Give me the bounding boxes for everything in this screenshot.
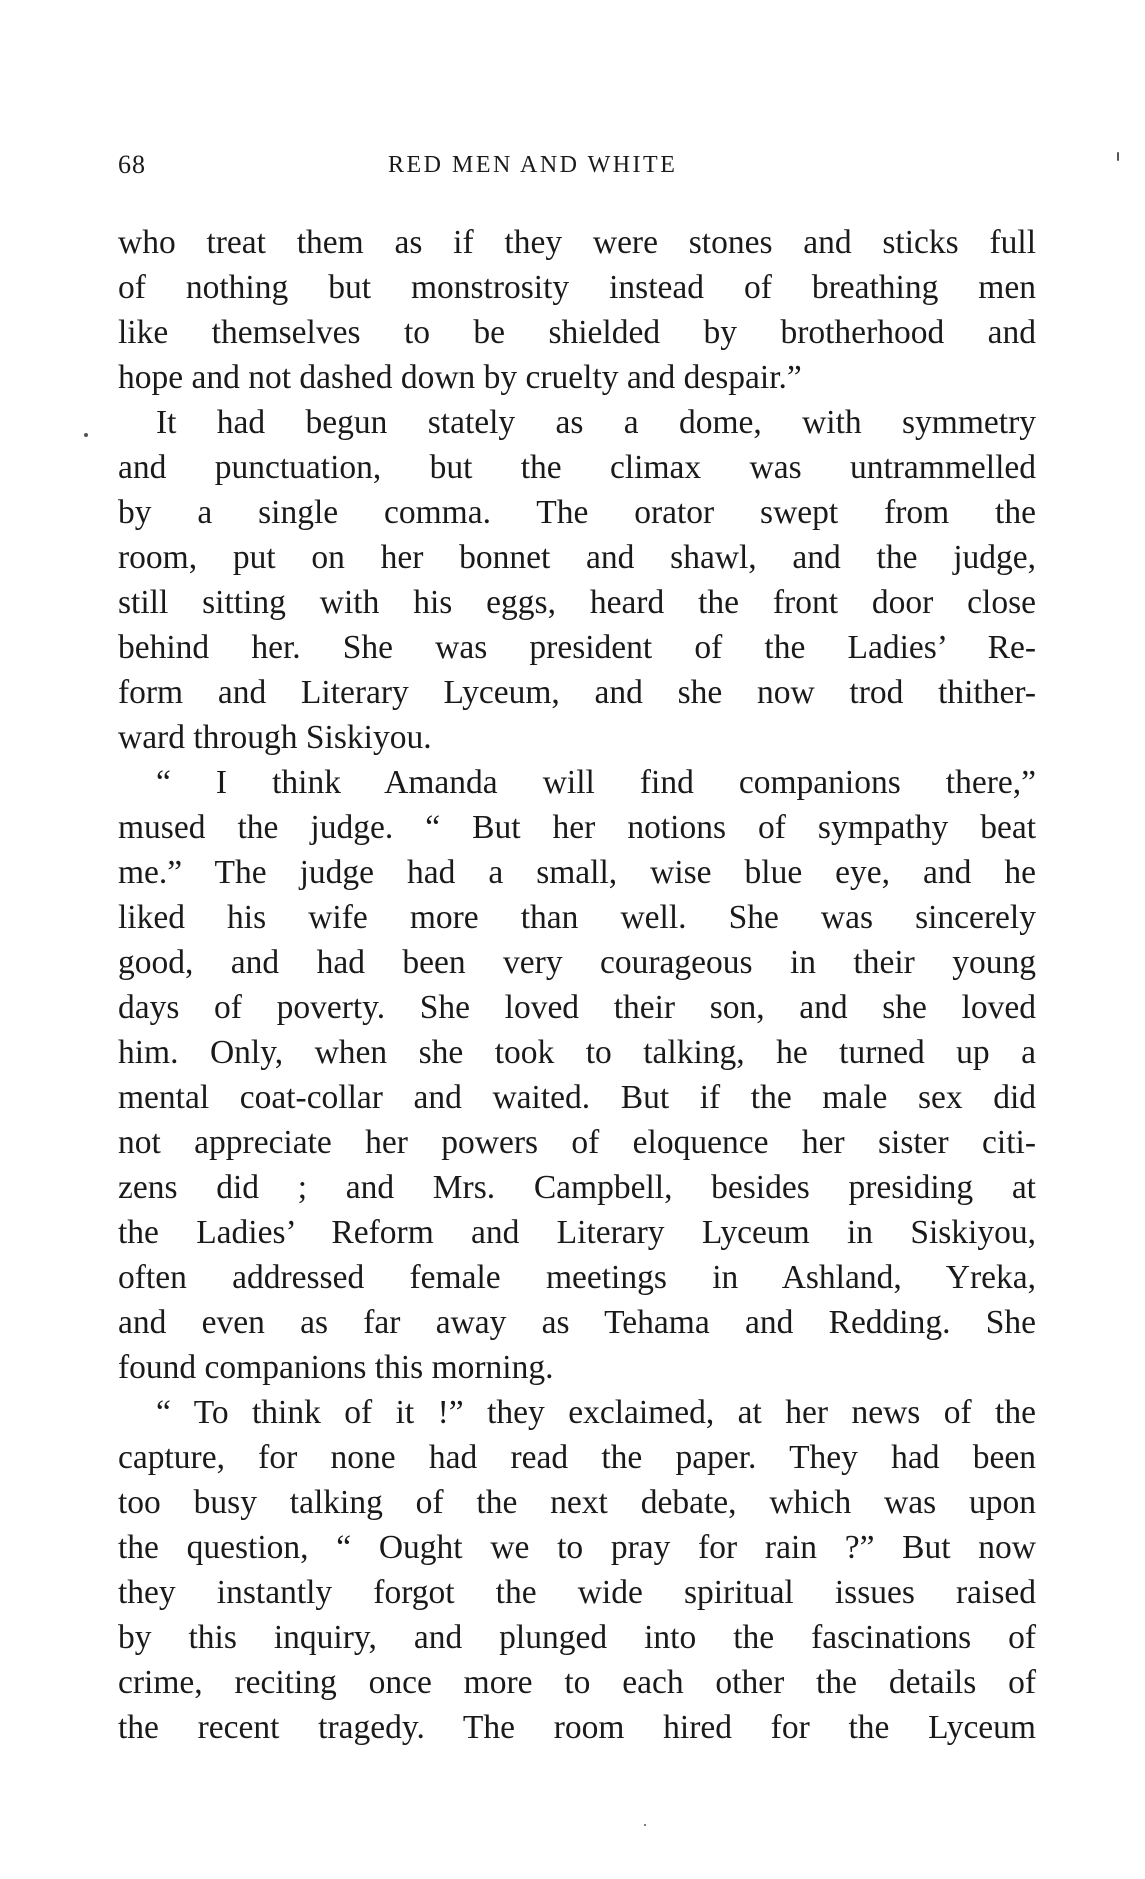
text-line: they instantly forgot the wide spiritual issues raised [118,1574,1036,1611]
text-line: still sitting with his eggs, heard the front door close [118,584,1036,621]
text-line: days of poverty. She loved their son, and she loved [118,989,1036,1026]
text-line: capture, for none had read the paper. They had been [118,1439,1036,1476]
text-line: mused the judge. “ But her notions of sympathy beat [118,809,1036,846]
text-line: form and Literary Lyceum, and she now trod thither- [118,674,1036,711]
text-line: “ I think Amanda will find companions there,” [156,764,1036,801]
text-line: the Ladies’ Reform and Literary Lyceum in Siskiyou, [118,1214,1036,1251]
scan-speck [84,433,88,437]
text-line: found companions this morning. [118,1349,554,1386]
running-title: RED MEN AND WHITE [388,152,678,178]
body-text [118,220,1036,1750]
text-line: not appreciate her powers of eloquence her sister citi- [118,1124,1036,1161]
text-line: ward through Siskiyou. [118,719,432,756]
scan-speck [644,1824,646,1826]
text-line: and punctuation, but the climax was untrammelled [118,449,1036,486]
text-line: hope and not dashed down by cruelty and despair.” [118,359,802,396]
page-number: 68 [118,150,146,179]
text-line: of nothing but monstrosity instead of breathing men [118,269,1036,306]
text-line: by this inquiry, and plunged into the fascinations of [118,1619,1036,1656]
text-line: him. Only, when she took to talking, he turned up a [118,1034,1036,1071]
text-line: zens did ; and Mrs. Campbell, besides presiding at [118,1169,1036,1206]
running-head [118,150,1038,180]
text-line: often addressed female meetings in Ashland, Yreka, [118,1259,1036,1296]
text-line: the question, “ Ought we to pray for rain ?” But now [118,1529,1036,1566]
text-line: “ To think of it !” they exclaimed, at her news of the [156,1394,1036,1431]
text-line: good, and had been very courageous in their young [118,944,1036,981]
text-line: room, put on her bonnet and shawl, and the judge, [118,539,1036,576]
text-line: It had begun stately as a dome, with symmetry [156,404,1036,441]
text-line: and even as far away as Tehama and Redding. She [118,1304,1036,1341]
text-line: me.” The judge had a small, wise blue eye, and he [118,854,1036,891]
text-line: crime, reciting once more to each other the details of [118,1664,1036,1701]
scan-speck [1117,152,1119,161]
text-line: by a single comma. The orator swept from the [118,494,1036,531]
text-line: like themselves to be shielded by brotherhood and [118,314,1036,351]
text-line: mental coat-collar and waited. But if the male sex did [118,1079,1036,1116]
text-line: the recent tragedy. The room hired for the Lyceum [118,1709,1036,1746]
text-line: liked his wife more than well. She was sincerely [118,899,1036,936]
text-line: who treat them as if they were stones and sticks full [118,224,1036,261]
text-line: behind her. She was president of the Ladies’ Re- [118,629,1036,666]
text-line: too busy talking of the next debate, which was upon [118,1484,1036,1521]
